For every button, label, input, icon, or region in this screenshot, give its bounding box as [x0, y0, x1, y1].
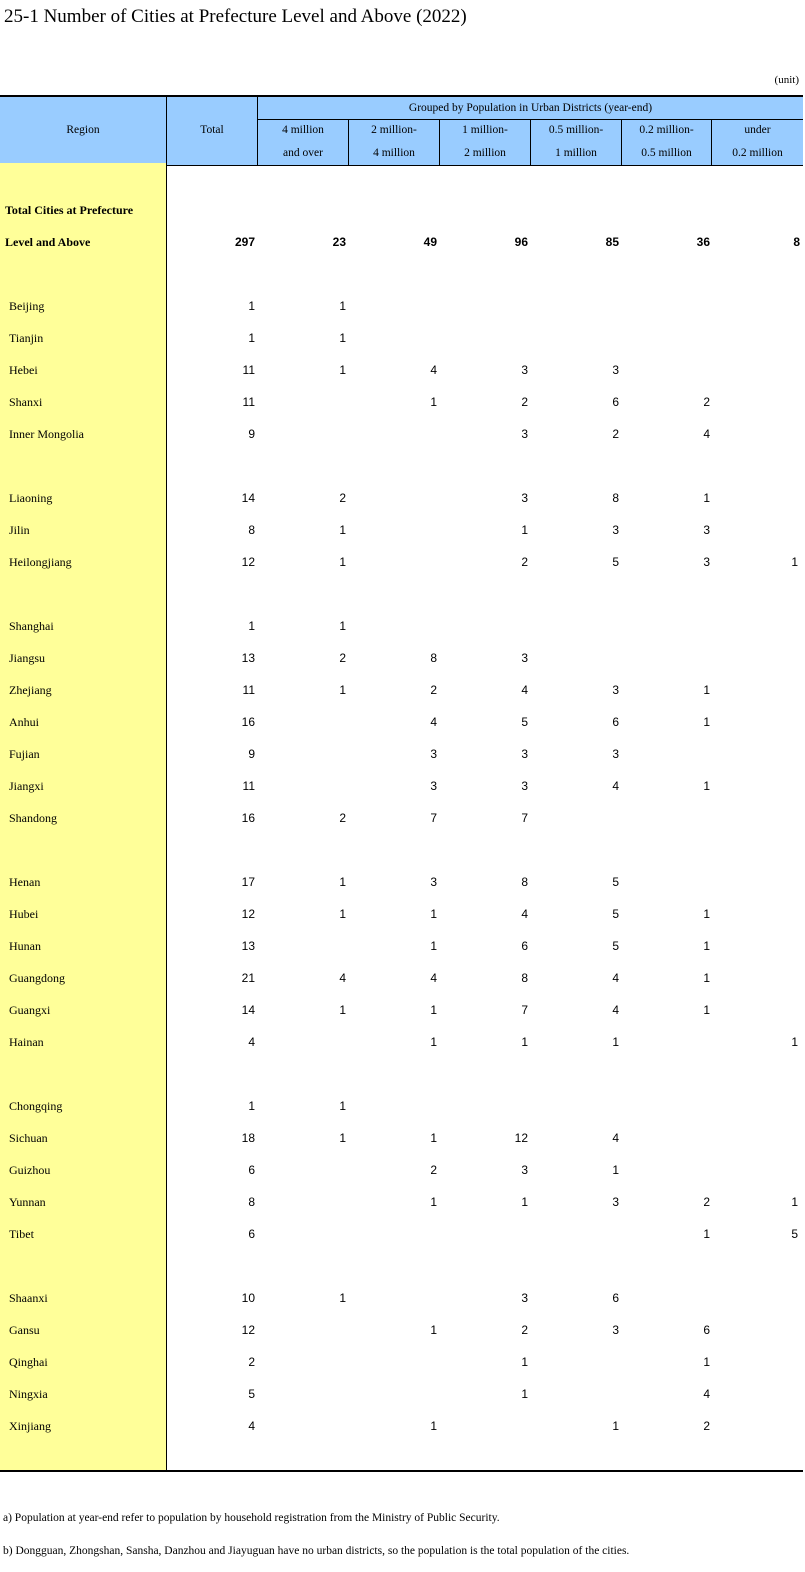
table-row — [0, 1035, 803, 1055]
cell-1m-2m: 2 — [521, 555, 528, 569]
cell-total: 12 — [241, 1323, 255, 1337]
cell-total: 1 — [248, 619, 255, 633]
header-total: Total — [200, 124, 224, 136]
cell-under-02m: 5 — [791, 1227, 798, 1241]
cell-02m-05m: 1 — [703, 491, 710, 505]
cell-05m-1m: 4 — [612, 1131, 619, 1145]
cell-05m-1m: 4 — [612, 1003, 619, 1017]
cell-total: 6 — [248, 1227, 255, 1241]
table-row — [0, 651, 803, 671]
cell-4m-over: 2 — [339, 651, 346, 665]
region-name: Shandong — [9, 811, 57, 825]
table-row — [0, 811, 803, 831]
page-title: 25-1 Number of Cities at Prefecture Level and Above (2022) — [4, 6, 467, 27]
cell-total: 1 — [248, 299, 255, 313]
region-name: Jilin — [9, 523, 30, 537]
cell-under-02m: 1 — [791, 555, 798, 569]
cell-1m-2m: 1 — [521, 523, 528, 537]
cell-1m-2m: 2 — [521, 1323, 528, 1337]
region-name: Ningxia — [9, 1387, 48, 1401]
cell-total: 11 — [242, 363, 255, 377]
cell-2m-4m: 3 — [430, 779, 437, 793]
total-value-total: 297 — [234, 235, 255, 249]
cell-total: 12 — [241, 907, 255, 921]
cell-total: 2 — [248, 1355, 255, 1369]
cell-02m-05m: 1 — [703, 939, 710, 953]
cell-total: 6 — [248, 1163, 255, 1177]
cell-1m-2m: 2 — [521, 395, 528, 409]
cell-1m-2m: 3 — [521, 427, 528, 441]
table-row — [0, 331, 803, 351]
footnote-a: a) Population at year-end refer to population by household registration from the Ministry of Public Security. — [3, 1512, 500, 1524]
table-row — [0, 683, 803, 703]
header-col-1m-2m-line2: 2 million — [464, 147, 506, 159]
region-name: Qinghai — [9, 1355, 48, 1369]
cell-4m-over: 1 — [339, 1003, 346, 1017]
header-col-2m-4m-line1: 2 million- — [371, 124, 417, 136]
region-name: Gansu — [9, 1323, 40, 1337]
cell-05m-1m: 6 — [612, 395, 619, 409]
cell-02m-05m: 1 — [703, 971, 710, 985]
cell-05m-1m: 3 — [612, 683, 619, 697]
table-row — [0, 907, 803, 927]
table-row — [0, 747, 803, 767]
region-name: Shanghai — [9, 619, 54, 633]
table-row — [0, 1419, 803, 1439]
cell-1m-2m: 12 — [514, 1131, 528, 1145]
cell-total: 14 — [241, 491, 255, 505]
total-value-4m-over: 23 — [332, 235, 346, 249]
cell-02m-05m: 3 — [703, 555, 710, 569]
cell-4m-over: 1 — [339, 907, 346, 921]
table-row — [0, 363, 803, 383]
cell-05m-1m: 6 — [612, 1291, 619, 1305]
header-vline — [166, 97, 167, 165]
cell-total: 13 — [241, 939, 255, 953]
table-header — [0, 95, 803, 166]
cell-1m-2m: 3 — [521, 1163, 528, 1177]
table-row — [0, 939, 803, 959]
table-row — [0, 1227, 803, 1247]
table-row — [0, 1323, 803, 1343]
cell-under-02m: 1 — [791, 1035, 798, 1049]
unit-label: (unit) — [774, 74, 799, 86]
cell-1m-2m: 6 — [521, 939, 528, 953]
cell-02m-05m: 3 — [703, 523, 710, 537]
region-name: Anhui — [9, 715, 39, 729]
cell-2m-4m: 1 — [430, 1003, 437, 1017]
region-name: Shaanxi — [9, 1291, 48, 1305]
cell-2m-4m: 1 — [430, 1323, 437, 1337]
region-name: Tianjin — [9, 331, 44, 345]
cell-02m-05m: 1 — [703, 683, 710, 697]
cell-05m-1m: 3 — [612, 1323, 619, 1337]
cell-total: 11 — [242, 683, 255, 697]
cell-4m-over: 2 — [339, 811, 346, 825]
cell-05m-1m: 1 — [612, 1035, 619, 1049]
cell-05m-1m: 5 — [612, 939, 619, 953]
cell-05m-1m: 3 — [612, 747, 619, 761]
region-name: Guangdong — [9, 971, 65, 985]
cell-total: 1 — [248, 331, 255, 345]
region-name: Yunnan — [9, 1195, 46, 1209]
total-value-under-02m: 8 — [793, 235, 800, 249]
cell-4m-over: 1 — [339, 875, 346, 889]
cell-2m-4m: 4 — [430, 363, 437, 377]
header-col-05m-1m-line1: 0.5 million- — [548, 124, 604, 136]
total-label-line2: Level and Above — [5, 235, 91, 249]
total-value-1m-2m: 96 — [514, 235, 528, 249]
cell-05m-1m: 3 — [612, 363, 619, 377]
cell-4m-over: 1 — [339, 1099, 346, 1113]
region-name: Heilongjiang — [9, 555, 72, 569]
cell-02m-05m: 1 — [703, 1355, 710, 1369]
cell-total: 17 — [241, 875, 255, 889]
table-row — [0, 395, 803, 415]
cell-2m-4m: 1 — [430, 1419, 437, 1433]
cell-05m-1m: 1 — [612, 1419, 619, 1433]
header-col-under-02m-line1: under — [744, 124, 771, 136]
table-row — [0, 715, 803, 735]
region-name: Xinjiang — [9, 1419, 51, 1433]
cell-2m-4m: 2 — [430, 1163, 437, 1177]
cell-total: 12 — [241, 555, 255, 569]
cell-02m-05m: 2 — [703, 1195, 710, 1209]
cell-4m-over: 1 — [339, 619, 346, 633]
header-col-02m-05m-line1: 0.2 million- — [639, 124, 694, 136]
cell-05m-1m: 4 — [612, 779, 619, 793]
cell-2m-4m: 2 — [430, 683, 437, 697]
cell-05m-1m: 3 — [612, 1195, 619, 1209]
total-value-05m-1m: 85 — [605, 235, 619, 249]
cell-4m-over: 1 — [339, 331, 346, 345]
cell-1m-2m: 7 — [521, 1003, 528, 1017]
cell-02m-05m: 1 — [703, 907, 710, 921]
cell-1m-2m: 1 — [521, 1355, 528, 1369]
table-row — [0, 299, 803, 319]
cell-05m-1m: 3 — [612, 523, 619, 537]
table-row — [0, 1195, 803, 1215]
cell-1m-2m: 3 — [521, 1291, 528, 1305]
cell-4m-over: 1 — [339, 363, 346, 377]
header-col-1m-2m-line1: 1 million- — [462, 124, 508, 136]
table-row — [0, 971, 803, 991]
header-col-2m-4m-line2: 4 million — [373, 147, 415, 159]
cell-1m-2m: 4 — [521, 907, 528, 921]
cell-2m-4m: 3 — [430, 747, 437, 761]
table-row — [0, 875, 803, 895]
cell-total: 4 — [248, 1419, 255, 1433]
total-value-2m-4m: 49 — [423, 235, 437, 249]
cell-total: 11 — [242, 779, 255, 793]
cell-4m-over: 1 — [339, 555, 346, 569]
footnote-b: b) Dongguan, Zhongshan, Sansha, Danzhou and Jiayuguan have no urban districts, so the population is the total population of the cities. — [3, 1545, 630, 1557]
cell-02m-05m: 4 — [703, 427, 710, 441]
cell-05m-1m: 8 — [612, 491, 619, 505]
cell-4m-over: 2 — [339, 491, 346, 505]
cell-total: 18 — [241, 1131, 255, 1145]
table-row — [0, 1003, 803, 1023]
cell-total: 8 — [248, 1195, 255, 1209]
cell-1m-2m: 4 — [521, 683, 528, 697]
cell-1m-2m: 1 — [521, 1195, 528, 1209]
table-row — [0, 619, 803, 639]
region-name: Liaoning — [9, 491, 53, 505]
cell-02m-05m: 6 — [703, 1323, 710, 1337]
cell-02m-05m: 4 — [703, 1387, 710, 1401]
cell-1m-2m: 3 — [521, 651, 528, 665]
cell-05m-1m: 5 — [612, 555, 619, 569]
cell-total: 21 — [241, 971, 255, 985]
cell-1m-2m: 1 — [521, 1035, 528, 1049]
region-name: Zhejiang — [9, 683, 52, 697]
cell-2m-4m: 1 — [430, 907, 437, 921]
cell-4m-over: 1 — [339, 1131, 346, 1145]
header-col-02m-05m-line2: 0.5 million — [641, 147, 692, 159]
cell-total: 14 — [241, 1003, 255, 1017]
table-row — [0, 427, 803, 447]
table-row — [0, 779, 803, 799]
header-col-under-02m-line2: 0.2 million — [732, 147, 783, 159]
table-row — [0, 1099, 803, 1119]
region-name: Shanxi — [9, 395, 43, 409]
region-name: Chongqing — [9, 1099, 63, 1113]
table-bottom-border — [0, 1470, 803, 1472]
region-name: Jiangsu — [9, 651, 45, 665]
cell-2m-4m: 4 — [430, 971, 437, 985]
table-row — [0, 1131, 803, 1151]
cell-2m-4m: 1 — [430, 1195, 437, 1209]
cell-4m-over: 1 — [339, 1291, 346, 1305]
cell-1m-2m: 3 — [521, 491, 528, 505]
cell-4m-over: 1 — [339, 299, 346, 313]
total-label-line1: Total Cities at Prefecture — [5, 203, 134, 217]
cell-02m-05m: 2 — [703, 1419, 710, 1433]
cell-total: 8 — [248, 523, 255, 537]
cell-02m-05m: 1 — [703, 715, 710, 729]
region-name: Inner Mongolia — [9, 427, 84, 441]
region-name: Hainan — [9, 1035, 44, 1049]
cell-2m-4m: 1 — [430, 939, 437, 953]
cell-2m-4m: 1 — [430, 1035, 437, 1049]
region-name: Henan — [9, 875, 41, 889]
cell-2m-4m: 8 — [430, 651, 437, 665]
cell-2m-4m: 1 — [430, 1131, 437, 1145]
region-name: Hebei — [9, 363, 38, 377]
cell-2m-4m: 1 — [430, 395, 437, 409]
cell-05m-1m: 4 — [612, 971, 619, 985]
header-group: Grouped by Population in Urban Districts (year-end) — [408, 102, 653, 114]
cell-total: 9 — [248, 427, 255, 441]
cell-1m-2m: 7 — [521, 811, 528, 825]
cell-02m-05m: 1 — [703, 1003, 710, 1017]
cell-4m-over: 4 — [339, 971, 346, 985]
cell-05m-1m: 5 — [612, 907, 619, 921]
cell-total: 10 — [241, 1291, 255, 1305]
cell-1m-2m: 3 — [521, 747, 528, 761]
region-name: Hubei — [9, 907, 39, 921]
cell-total: 16 — [241, 715, 255, 729]
cell-2m-4m: 3 — [430, 875, 437, 889]
cell-1m-2m: 1 — [521, 1387, 528, 1401]
cell-02m-05m: 2 — [703, 395, 710, 409]
cell-05m-1m: 6 — [612, 715, 619, 729]
cell-total: 1 — [248, 1099, 255, 1113]
cell-under-02m: 1 — [791, 1195, 798, 1209]
cell-1m-2m: 3 — [521, 363, 528, 377]
header-col-4m-over-line2: and over — [283, 147, 323, 159]
header-col-05m-1m-line2: 1 million — [555, 147, 597, 159]
table-row — [0, 1355, 803, 1375]
region-name: Hunan — [9, 939, 41, 953]
cell-2m-4m: 4 — [430, 715, 437, 729]
table-row — [0, 523, 803, 543]
cell-total: 9 — [248, 747, 255, 761]
cell-1m-2m: 8 — [521, 971, 528, 985]
total-row — [0, 235, 803, 255]
cell-1m-2m: 8 — [521, 875, 528, 889]
region-name: Guizhou — [9, 1163, 51, 1177]
region-name: Sichuan — [9, 1131, 48, 1145]
cell-05m-1m: 1 — [612, 1163, 619, 1177]
cell-1m-2m: 3 — [521, 779, 528, 793]
table-row — [0, 1163, 803, 1183]
cell-05m-1m: 2 — [612, 427, 619, 441]
header-region: Region — [66, 124, 100, 136]
cell-total: 5 — [248, 1387, 255, 1401]
cell-02m-05m: 1 — [703, 1227, 710, 1241]
cell-2m-4m: 7 — [430, 811, 437, 825]
region-name: Tibet — [9, 1227, 34, 1241]
cell-total: 13 — [241, 651, 255, 665]
cell-02m-05m: 1 — [703, 779, 710, 793]
cell-05m-1m: 5 — [612, 875, 619, 889]
region-name: Fujian — [9, 747, 40, 761]
region-name: Beijing — [9, 299, 45, 313]
header-col-4m-over-line1: 4 million — [282, 124, 324, 136]
cell-1m-2m: 5 — [521, 715, 528, 729]
table-row — [0, 1387, 803, 1407]
table-row — [0, 491, 803, 511]
region-name: Jiangxi — [9, 779, 44, 793]
cell-4m-over: 1 — [339, 683, 346, 697]
table-row — [0, 555, 803, 575]
cell-4m-over: 1 — [339, 523, 346, 537]
region-name: Guangxi — [9, 1003, 51, 1017]
total-value-02m-05m: 36 — [696, 235, 710, 249]
cell-total: 16 — [241, 811, 255, 825]
cell-total: 4 — [248, 1035, 255, 1049]
cell-total: 11 — [242, 395, 255, 409]
table-row — [0, 1291, 803, 1311]
